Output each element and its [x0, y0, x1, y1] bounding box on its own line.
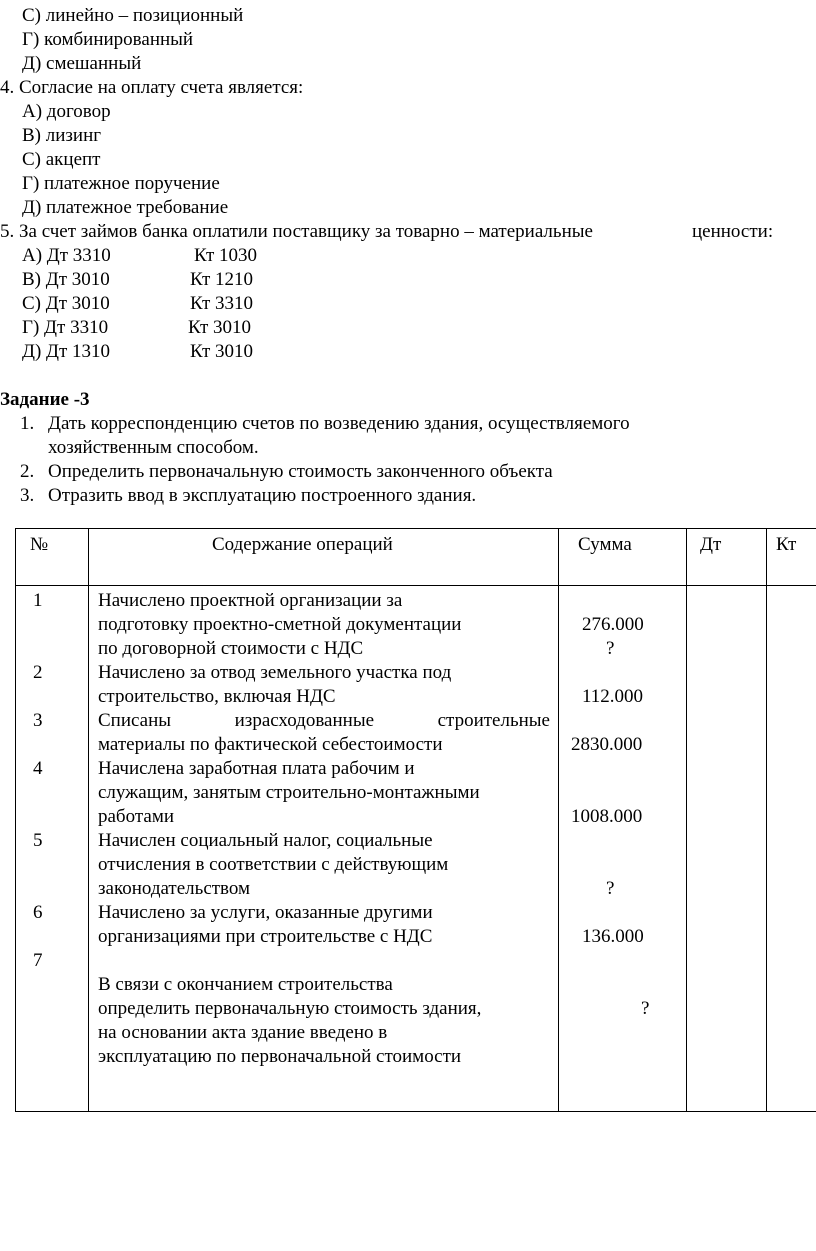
sum-value: 276.000	[582, 614, 644, 635]
row-number: 7	[33, 950, 43, 971]
task-item-2-num: 2.	[20, 461, 35, 482]
q4-option-a: А) договор	[22, 101, 111, 122]
q4-option-g: Г) платежное поручение	[22, 173, 220, 194]
task-item-2-line-1: Определить первоначальную стоимость законченного объекта	[48, 461, 553, 482]
sum-value: ?	[606, 878, 615, 899]
q3-option-g: Г) комбинированный	[22, 29, 194, 50]
row-number: 4	[33, 758, 43, 779]
operation-text: отчисления в соответствии с действующим	[98, 854, 449, 875]
operation-text: строительство, включая НДС	[98, 686, 336, 707]
operation-text: подготовку проектно-сметной документации	[98, 614, 462, 635]
column-divider	[558, 529, 559, 1111]
task-item-3-line-1: Отразить ввод в эксплуатацию построенного здания.	[48, 485, 477, 506]
header-num: №	[30, 534, 49, 555]
header-content: Содержание операций	[212, 534, 393, 555]
sum-value: ?	[641, 998, 650, 1019]
q5-option-d-label: Д) Дт 1310	[22, 341, 111, 362]
row-number: 5	[33, 830, 43, 851]
operation-text: на основании акта здание введено в	[98, 1022, 388, 1043]
sum-value: 136.000	[582, 926, 644, 947]
task-item-1-num: 1.	[20, 413, 35, 434]
q5-option-b-credit: Кт 1210	[190, 269, 254, 290]
operation-text: эксплуатацию по первоначальной стоимости	[98, 1046, 462, 1067]
operation-word: израсходованные	[234, 710, 375, 731]
operations-table	[15, 528, 816, 1112]
q5-option-c-credit: Кт 3310	[190, 293, 254, 314]
header-kt: Кт	[776, 534, 797, 555]
operation-text: организациями при строительстве с НДС	[98, 926, 433, 947]
header-divider	[16, 585, 816, 586]
operation-word: строительные	[437, 710, 550, 731]
q5-option-d-credit: Кт 3010	[190, 341, 254, 362]
header-dt: Дт	[700, 534, 722, 555]
column-divider	[88, 529, 89, 1111]
operation-text: Начислено проектной организации за	[98, 590, 403, 611]
operation-text: материалы по фактической себестоимости	[98, 734, 443, 755]
operation-text: Начислено за услуги, оказанные другими	[98, 902, 433, 923]
q3-option-c: С) линейно – позиционный	[22, 5, 244, 26]
sum-value: ?	[606, 638, 615, 659]
q4-option-c: С) акцепт	[22, 149, 101, 170]
q5-option-a-credit: Кт 1030	[194, 245, 258, 266]
header-sum: Сумма	[578, 534, 632, 555]
operation-text: Начислено за отвод земельного участка под	[98, 662, 452, 683]
row-number: 6	[33, 902, 43, 923]
operation-text: законодательством	[98, 878, 251, 899]
column-divider	[686, 529, 687, 1111]
operation-text: работами	[98, 806, 175, 827]
sum-value: 1008.000	[571, 806, 643, 827]
operation-text: определить первоначальную стоимость здания,	[98, 998, 482, 1019]
operation-text-justified	[98, 709, 550, 733]
q5-question-tail: ценности:	[692, 221, 774, 242]
q4-option-b: В) лизинг	[22, 125, 102, 146]
q5-option-c-label: С) Дт 3010	[22, 293, 110, 314]
q4-question: 4. Согласие на оплату счета является:	[0, 77, 304, 98]
task-item-1-line-1: Дать корреспонденцию счетов по возведению здания, осуществляемого	[48, 413, 630, 434]
operation-text: служащим, занятым строительно-монтажными	[98, 782, 480, 803]
q5-option-b-label: В) Дт 3010	[22, 269, 110, 290]
task-item-1-line-2: хозяйственным способом.	[48, 437, 259, 458]
operation-text: Начислен социальный налог, социальные	[98, 830, 433, 851]
row-number: 3	[33, 710, 43, 731]
task-title: Задание -3	[0, 389, 90, 410]
operation-text: В связи с окончанием строительства	[98, 974, 393, 995]
operation-text: по договорной стоимости с НДС	[98, 638, 364, 659]
q5-option-g-credit: Кт 3010	[188, 317, 252, 338]
operation-text: Начислена заработная плата рабочим и	[98, 758, 415, 779]
q4-option-d: Д) платежное требование	[22, 197, 229, 218]
column-divider	[766, 529, 767, 1111]
operation-word: Списаны	[98, 710, 172, 731]
q5-option-g-label: Г) Дт 3310	[22, 317, 109, 338]
task-item-3-num: 3.	[20, 485, 35, 506]
q3-option-d: Д) смешанный	[22, 53, 142, 74]
q5-option-a-label: А) Дт 3310	[22, 245, 111, 266]
sum-value: 112.000	[582, 686, 644, 707]
row-number: 2	[33, 662, 43, 683]
row-number: 1	[33, 590, 43, 611]
q5-question: 5. За счет займов банка оплатили поставщику за товарно – материальные	[0, 221, 593, 242]
sum-value: 2830.000	[571, 734, 643, 755]
